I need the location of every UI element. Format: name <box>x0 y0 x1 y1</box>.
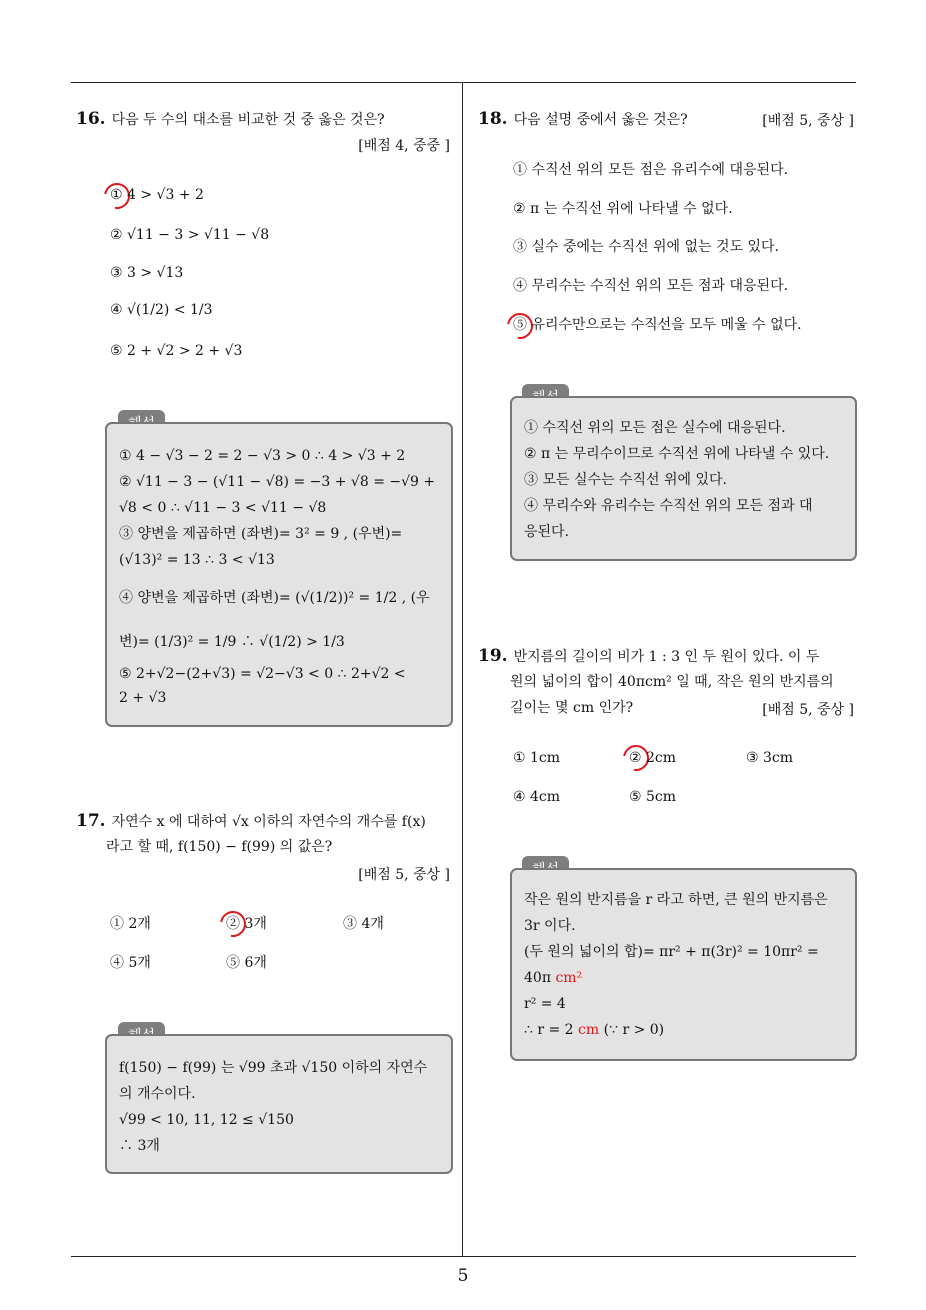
explain-line: ③ 양변을 제곱하면 (좌변)= 3² = 9 , (우변)= <box>119 526 403 542</box>
question-number: 18. <box>478 109 508 129</box>
option-3[interactable]: ③ 3 > √13 <box>110 265 184 281</box>
explain-unit: cm² <box>555 970 583 986</box>
question-19 <box>478 645 819 668</box>
option-3[interactable]: ③ 실수 중에는 수직선 위에 없는 것도 있다. <box>513 239 779 255</box>
question-text-line2: 원의 넓이의 합이 40πcm² 일 때, 작은 원의 반지름의 <box>510 674 834 690</box>
explain-line: ② √11 − 3 − (√11 − √8) = −3 + √8 = −√9 + <box>119 474 436 490</box>
column-divider <box>462 83 463 1257</box>
option-4[interactable]: ④ 4cm <box>513 789 561 805</box>
top-rule <box>71 82 856 83</box>
option-3[interactable]: ③ 4개 <box>343 916 384 932</box>
explain-line: (√13)² = 13 ∴ 3 < √13 <box>119 552 275 568</box>
explain-line: 3r 이다. <box>524 918 576 934</box>
question-meta: [배점 4, 중중 ] <box>358 138 450 154</box>
explain-line <box>524 966 582 990</box>
option-2[interactable]: ② √11 − 3 > √11 − √8 <box>110 227 270 243</box>
explain-line: 변)= (1/3)² = 1/9 ∴ √(1/2) > 1/3 <box>119 634 345 650</box>
explain-box-17 <box>105 1034 453 1174</box>
explain-line: 작은 원의 반지름을 r 라고 하면, 큰 원의 반지름은 <box>524 892 828 908</box>
explain-line: ③ 모든 실수는 수직선 위에 있다. <box>524 472 727 488</box>
question-number: 16. <box>76 109 106 129</box>
explain-unit: cm <box>578 1022 600 1038</box>
option-5[interactable]: ⑤ 5cm <box>629 789 677 805</box>
question-text: 다음 설명 중에서 옳은 것은? <box>513 112 688 128</box>
option-4[interactable]: ④ √(1/2) < 1/3 <box>110 302 213 318</box>
question-text: 반지름의 길이의 비가 1 : 3 인 두 원이 있다. 이 두 <box>513 649 820 665</box>
explain-box-16 <box>105 422 453 727</box>
explain-box-18 <box>510 396 857 561</box>
question-text-line3: 길이는 몇 cm 인가? <box>510 700 634 716</box>
explain-line: 2 + √3 <box>119 690 167 706</box>
explain-line: ∴ 3개 <box>119 1138 160 1154</box>
explain-line: ② π 는 무리수이므로 수직선 위에 나타낼 수 있다. <box>524 446 830 462</box>
option-5[interactable]: ⑤ 6개 <box>226 955 267 971</box>
question-number: 19. <box>478 646 508 666</box>
question-17 <box>76 810 426 833</box>
question-text: 자연수 x 에 대하여 √x 이하의 자연수의 개수를 f(x) <box>111 814 426 830</box>
option-4[interactable]: ④ 5개 <box>110 955 151 971</box>
option-2[interactable]: ② 3개 <box>226 916 267 932</box>
option-1[interactable]: ① 1cm <box>513 750 561 766</box>
question-meta: [배점 5, 중상 ] <box>762 702 854 718</box>
explain-line: ④ 양변을 제곱하면 (좌변)= (√(1/2))² = 1/2 , (우 <box>119 590 430 606</box>
option-3[interactable]: ③ 3cm <box>746 750 794 766</box>
question-text-line2: 라고 할 때, f(150) − f(99) 의 값은? <box>106 839 333 855</box>
option-5[interactable]: ⑤ 2 + √2 > 2 + √3 <box>110 343 243 359</box>
explain-line <box>524 1018 664 1042</box>
explain-line: √8 < 0 ∴ √11 − 3 < √11 − √8 <box>119 500 327 516</box>
explain-line: ① 4 − √3 − 2 = 2 − √3 > 0 ∴ 4 > √3 + 2 <box>119 448 406 464</box>
explain-line: √99 < 10, 11, 12 ≤ √150 <box>119 1112 294 1128</box>
question-number: 17. <box>76 811 106 831</box>
question-meta: [배점 5, 중상 ] <box>762 113 854 129</box>
explain-value: ∴ r = 2 <box>524 1022 574 1038</box>
option-2[interactable]: ② 2cm <box>629 750 677 766</box>
option-1[interactable]: ① 수직선 위의 모든 점은 유리수에 대응된다. <box>513 162 789 178</box>
explain-line: ① 수직선 위의 모든 점은 실수에 대응된다. <box>524 420 786 436</box>
option-5[interactable]: ⑤ 유리수만으로는 수직선을 모두 메울 수 없다. <box>513 317 802 333</box>
explain-condition: (∵ r > 0) <box>603 1022 665 1038</box>
option-1[interactable]: ① 4 > √3 + 2 <box>110 187 204 203</box>
page-number: 5 <box>457 1266 469 1286</box>
explain-line: f(150) − f(99) 는 √99 초과 √150 이하의 자연수 <box>119 1060 428 1076</box>
explain-line: ④ 무리수와 유리수는 수직선 위의 모든 점과 대 <box>524 498 813 514</box>
question-16 <box>76 108 385 131</box>
explain-line: (두 원의 넓이의 합)= πr² + π(3r)² = 10πr² = <box>524 944 819 960</box>
explain-box-19 <box>510 868 857 1061</box>
question-meta: [배점 5, 중상 ] <box>358 867 450 883</box>
question-18 <box>478 108 688 131</box>
explain-line: ⑤ 2+√2−(2+√3) = √2−√3 < 0 ∴ 2+√2 < <box>119 666 406 682</box>
explain-line: 의 개수이다. <box>119 1086 196 1102</box>
explain-value: 40π <box>524 970 552 986</box>
bottom-rule <box>71 1256 856 1257</box>
option-2[interactable]: ② π 는 수직선 위에 나타낼 수 없다. <box>513 201 733 217</box>
option-4[interactable]: ④ 무리수는 수직선 위의 모든 점과 대응된다. <box>513 278 789 294</box>
explain-line: r² = 4 <box>524 996 566 1012</box>
option-1[interactable]: ① 2개 <box>110 916 151 932</box>
explain-line: 응된다. <box>524 524 570 540</box>
question-text: 다음 두 수의 대소를 비교한 것 중 옳은 것은? <box>111 112 385 128</box>
